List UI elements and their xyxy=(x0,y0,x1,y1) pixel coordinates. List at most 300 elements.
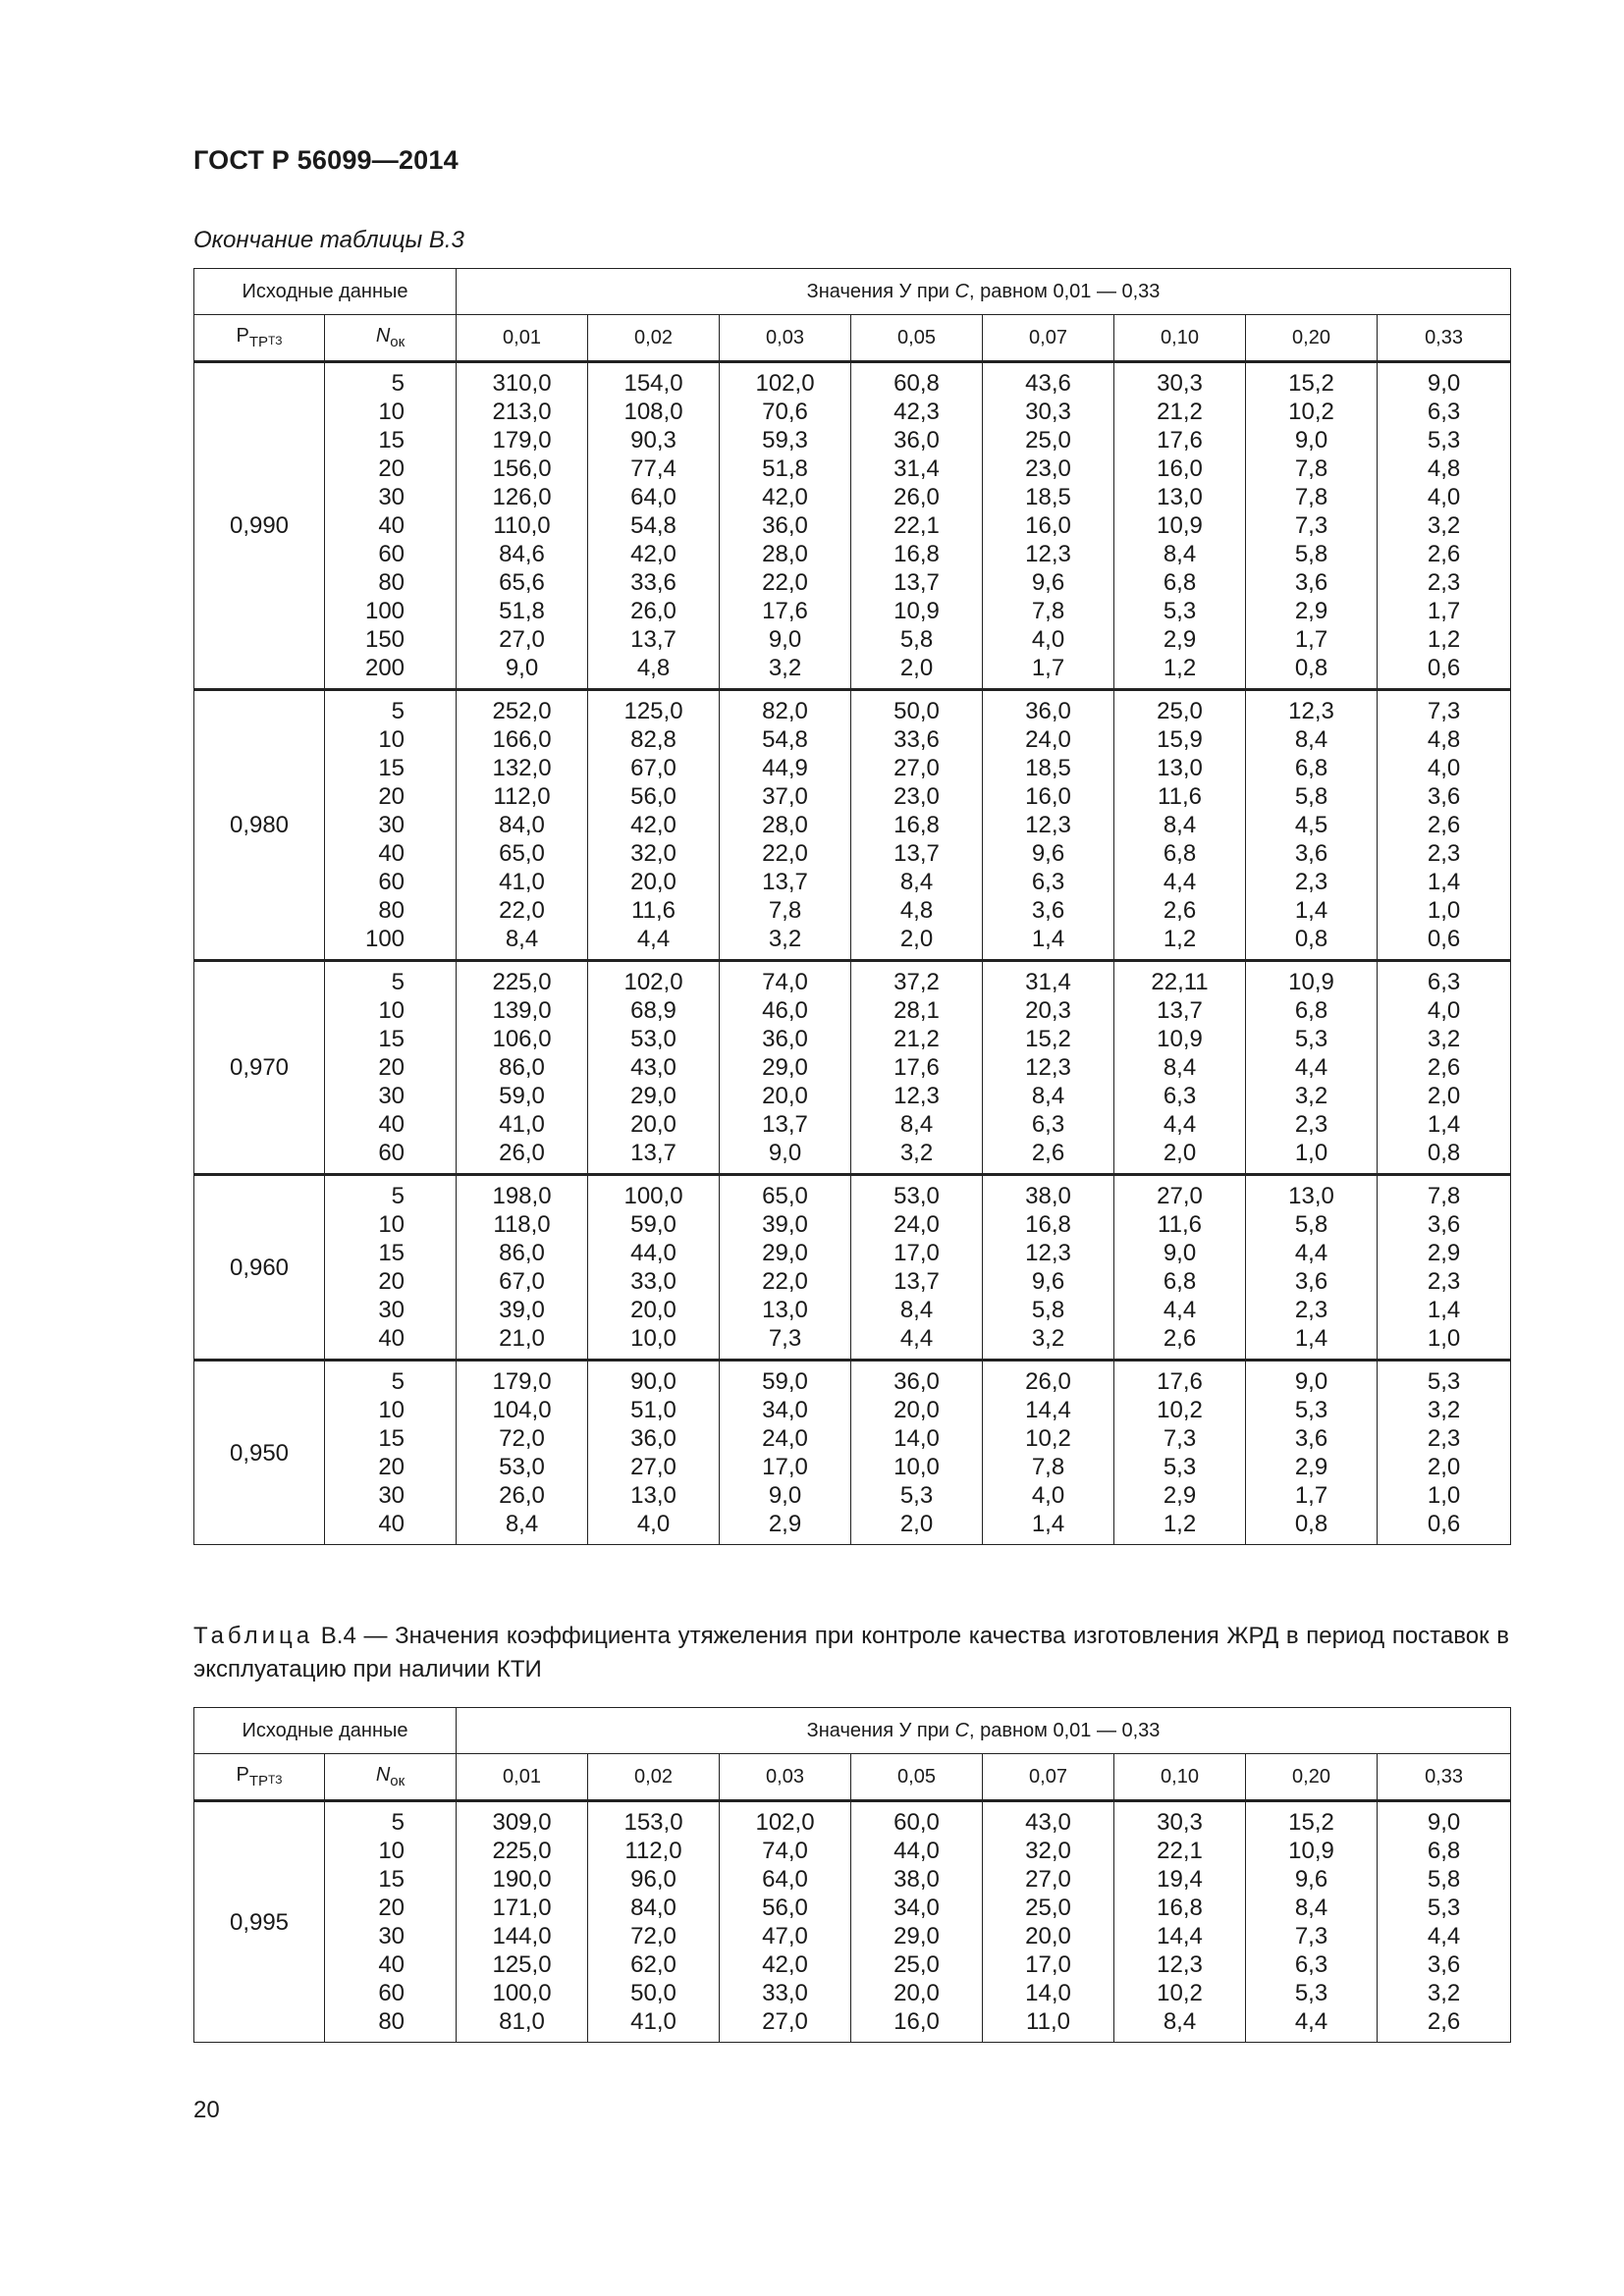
c-column-header: 0,03 xyxy=(720,1754,851,1801)
table-value: 29,0 xyxy=(893,1923,940,1949)
table-value: 4,4 xyxy=(1163,869,1197,895)
n-count-cell xyxy=(325,1801,457,2043)
table-value: 190,0 xyxy=(492,1866,552,1893)
table-value: 6,8 xyxy=(1163,569,1197,596)
table-value: 20,3 xyxy=(1025,997,1071,1024)
n-count-value: 15 xyxy=(378,1026,406,1052)
table-value: 118,0 xyxy=(493,1211,551,1238)
c-column-header: 0,07 xyxy=(983,315,1114,362)
value-cell xyxy=(1246,961,1378,1175)
table-value: 33,0 xyxy=(630,1268,677,1295)
table-value: 65,6 xyxy=(499,569,545,596)
table-value: 8,4 xyxy=(1163,2008,1197,2035)
table-value: 27,0 xyxy=(762,2008,808,2035)
table-value: 39,0 xyxy=(499,1297,545,1323)
n-count-value: 15 xyxy=(378,1866,406,1893)
table-row-group xyxy=(194,1175,1511,1361)
table-value: 3,6 xyxy=(1294,569,1328,596)
value-cell xyxy=(588,961,720,1175)
table-value: 59,0 xyxy=(630,1211,677,1238)
values-header-var: С xyxy=(954,1719,969,1741)
c-column-header: 0,05 xyxy=(851,315,983,362)
n-count-value: 5 xyxy=(391,1809,406,1836)
table-value: 9,0 xyxy=(768,1482,802,1509)
table-value: 20,0 xyxy=(630,1297,677,1323)
c-column-header: 0,05 xyxy=(851,1754,983,1801)
table-value: 3,2 xyxy=(1427,1026,1461,1052)
table-b4-caption-word: Таблица xyxy=(193,1623,314,1649)
table-value: 8,4 xyxy=(1294,726,1328,753)
table-value: 37,0 xyxy=(762,783,808,810)
table-value: 16,0 xyxy=(1025,512,1071,539)
table-value: 4,0 xyxy=(1031,626,1065,653)
table-value: 13,7 xyxy=(893,569,940,596)
table-value: 23,0 xyxy=(1025,455,1071,482)
table-value: 41,0 xyxy=(630,2008,677,2035)
value-cell xyxy=(457,1361,588,1545)
table-value: 22,0 xyxy=(762,569,808,596)
table-value: 22,1 xyxy=(1157,1838,1203,1864)
table-value: 42,3 xyxy=(893,399,940,425)
table-value: 50,0 xyxy=(630,1980,677,2006)
n-count-value: 100 xyxy=(364,926,406,952)
table-value: 144,0 xyxy=(492,1923,552,1949)
table-value: 5,3 xyxy=(1294,1397,1328,1423)
table-value: 112,0 xyxy=(493,783,551,810)
n-count-value: 20 xyxy=(378,1454,406,1480)
table-value: 7,3 xyxy=(768,1325,802,1352)
n-count-value: 40 xyxy=(378,1511,406,1537)
table-value: 43,6 xyxy=(1025,370,1071,397)
table-value: 0,6 xyxy=(1427,655,1461,681)
table-value: 90,3 xyxy=(630,427,677,454)
table-value: 7,8 xyxy=(1427,1183,1461,1209)
n-count-value: 5 xyxy=(391,1368,406,1395)
value-cell xyxy=(851,961,983,1175)
table-value: 14,4 xyxy=(1025,1397,1071,1423)
table-value: 16,8 xyxy=(893,812,940,838)
table-value: 10,9 xyxy=(1288,1838,1334,1864)
value-cell xyxy=(720,362,851,690)
table-value: 1,2 xyxy=(1163,655,1197,681)
table-value: 23,0 xyxy=(893,783,940,810)
table-value: 11,6 xyxy=(1158,1211,1202,1238)
value-cell xyxy=(720,961,851,1175)
table-value: 13,7 xyxy=(630,1140,677,1166)
table-value: 17,0 xyxy=(1025,1951,1071,1978)
table-value: 86,0 xyxy=(499,1054,545,1081)
table-value: 56,0 xyxy=(630,783,677,810)
table-value: 25,0 xyxy=(1025,427,1071,454)
table-value: 21,2 xyxy=(1157,399,1203,425)
table-value: 8,4 xyxy=(899,1297,934,1323)
table-value: 11,6 xyxy=(631,897,676,924)
probability-cell: 0,970 xyxy=(194,961,325,1175)
value-cell xyxy=(851,362,983,690)
c-column-header: 0,20 xyxy=(1246,315,1378,362)
table-value: 8,4 xyxy=(1163,812,1197,838)
probability-cell: 0,950 xyxy=(194,1361,325,1545)
table-value: 2,9 xyxy=(768,1511,802,1537)
table-value: 11,0 xyxy=(1026,2008,1070,2035)
table-value: 2,9 xyxy=(1163,1482,1197,1509)
table-value: 20,0 xyxy=(1025,1923,1071,1949)
table-value: 16,8 xyxy=(1025,1211,1071,1238)
value-cell xyxy=(1114,362,1246,690)
table-value: 106,0 xyxy=(492,1026,552,1052)
n-count-value: 10 xyxy=(378,726,406,753)
n-count-value: 20 xyxy=(378,1895,406,1921)
table-value: 3,6 xyxy=(1294,1425,1328,1452)
table-value: 309,0 xyxy=(492,1809,552,1836)
table-value: 0,8 xyxy=(1427,1140,1461,1166)
n-count-value: 60 xyxy=(378,541,406,567)
table-value: 44,9 xyxy=(762,755,808,781)
table-value: 12,3 xyxy=(1157,1951,1203,1978)
n-count-cell xyxy=(325,690,457,961)
table-value: 139,0 xyxy=(492,997,552,1024)
value-cell xyxy=(1114,1801,1246,2043)
table-value: 4,4 xyxy=(1294,2008,1328,2035)
table-value: 64,0 xyxy=(630,484,677,510)
table-value: 5,3 xyxy=(1163,1454,1197,1480)
table-value: 51,8 xyxy=(499,598,545,624)
table-value: 3,2 xyxy=(768,926,802,952)
value-cell xyxy=(457,1801,588,2043)
table-value: 20,0 xyxy=(893,1980,940,2006)
table-value: 12,3 xyxy=(893,1083,940,1109)
table-value: 10,9 xyxy=(1288,969,1334,995)
table-value: 11,6 xyxy=(1158,783,1202,810)
table-row-group xyxy=(194,1801,1511,2043)
table-value: 4,0 xyxy=(1031,1482,1065,1509)
table-value: 42,0 xyxy=(630,812,677,838)
table-value: 41,0 xyxy=(499,869,545,895)
value-cell xyxy=(1378,1361,1511,1545)
table-value: 42,0 xyxy=(762,484,808,510)
table-value: 4,4 xyxy=(1294,1054,1328,1081)
table-value: 5,3 xyxy=(1294,1980,1328,2006)
n-count-value: 80 xyxy=(378,897,406,924)
n-count-value: 30 xyxy=(378,1482,406,1509)
value-cell xyxy=(588,1801,720,2043)
table-b3-caption: Окончание таблицы В.3 xyxy=(193,227,464,253)
table-value: 41,0 xyxy=(499,1111,545,1138)
n-count-value: 40 xyxy=(378,1951,406,1978)
p-symbol: Р xyxy=(236,1764,249,1786)
n-subscript: ок xyxy=(390,1773,406,1789)
table-value: 70,6 xyxy=(762,399,808,425)
table-value: 43,0 xyxy=(1025,1809,1071,1836)
p-subscript-2: ТЗ xyxy=(268,334,283,347)
table-value: 38,0 xyxy=(1025,1183,1071,1209)
table-value: 1,0 xyxy=(1427,897,1461,924)
p-subscript: ТР xyxy=(248,334,269,350)
table-value: 60,0 xyxy=(893,1809,940,1836)
c-column-header: 0,10 xyxy=(1114,1754,1246,1801)
table-value: 17,0 xyxy=(893,1240,940,1266)
table-value: 10,2 xyxy=(1288,399,1334,425)
table-value: 12,3 xyxy=(1025,1240,1071,1266)
table-value: 32,0 xyxy=(630,840,677,867)
probability-cell: 0,990 xyxy=(194,362,325,690)
value-cell xyxy=(588,1361,720,1545)
table-value: 9,6 xyxy=(1031,1268,1065,1295)
table-value: 81,0 xyxy=(499,2008,545,2035)
table-value: 5,3 xyxy=(1427,427,1461,454)
table-value: 37,2 xyxy=(893,969,940,995)
table-value: 67,0 xyxy=(499,1268,545,1295)
table-value: 4,0 xyxy=(1427,997,1461,1024)
table-value: 102,0 xyxy=(755,370,815,397)
table-row-group xyxy=(194,961,1511,1175)
c-column-header: 0,01 xyxy=(457,315,588,362)
n-column-header xyxy=(325,315,457,362)
table-value: 6,3 xyxy=(1031,1111,1065,1138)
n-count-value: 10 xyxy=(378,1397,406,1423)
table-value: 0,8 xyxy=(1294,655,1328,681)
table-value: 3,6 xyxy=(1427,783,1461,810)
table-value: 18,5 xyxy=(1025,755,1071,781)
table-header-row xyxy=(194,1708,1511,1754)
c-column-header: 0,02 xyxy=(588,315,720,362)
table-value: 31,4 xyxy=(1025,969,1071,995)
value-cell xyxy=(1114,961,1246,1175)
table-value: 26,0 xyxy=(499,1482,545,1509)
n-count-value: 5 xyxy=(391,969,406,995)
table-value: 20,0 xyxy=(630,1111,677,1138)
table-value: 68,9 xyxy=(630,997,677,1024)
table-value: 28,0 xyxy=(762,541,808,567)
table-value: 31,4 xyxy=(893,455,940,482)
value-cell xyxy=(1246,690,1378,961)
table-value: 102,0 xyxy=(623,969,683,995)
table-value: 8,4 xyxy=(1294,1895,1328,1921)
n-count-value: 15 xyxy=(378,755,406,781)
source-data-header: Исходные данные xyxy=(194,269,457,315)
table-value: 16,8 xyxy=(1157,1895,1203,1921)
table-value: 27,0 xyxy=(893,755,940,781)
n-count-value: 100 xyxy=(364,598,406,624)
table-value: 166,0 xyxy=(492,726,552,753)
table-value: 6,3 xyxy=(1163,1083,1197,1109)
table-value: 102,0 xyxy=(755,1809,815,1836)
table-value: 22,0 xyxy=(762,1268,808,1295)
table-value: 6,3 xyxy=(1427,969,1461,995)
table-value: 4,4 xyxy=(1294,1240,1328,1266)
n-count-value: 200 xyxy=(364,655,406,681)
table-value: 125,0 xyxy=(623,698,683,724)
table-value: 32,0 xyxy=(1025,1838,1071,1864)
table-value: 36,0 xyxy=(893,427,940,454)
table-value: 3,6 xyxy=(1427,1951,1461,1978)
n-count-value: 60 xyxy=(378,869,406,895)
n-count-value: 5 xyxy=(391,1183,406,1209)
c-column-header: 0,01 xyxy=(457,1754,588,1801)
table-value: 36,0 xyxy=(762,512,808,539)
table-value: 6,8 xyxy=(1163,1268,1197,1295)
table-value: 21,0 xyxy=(499,1325,545,1352)
table-value: 2,3 xyxy=(1427,840,1461,867)
table-value: 1,4 xyxy=(1294,1325,1328,1352)
n-count-value: 5 xyxy=(391,698,406,724)
value-cell xyxy=(983,690,1114,961)
table-value: 20,0 xyxy=(762,1083,808,1109)
table-value: 2,3 xyxy=(1427,1425,1461,1452)
value-cell xyxy=(720,1175,851,1361)
table-value: 1,7 xyxy=(1031,655,1065,681)
table-header-row xyxy=(194,269,1511,315)
value-cell xyxy=(1378,362,1511,690)
table-value: 2,0 xyxy=(899,926,934,952)
table-value: 1,4 xyxy=(1031,926,1065,952)
table-value: 2,9 xyxy=(1294,1454,1328,1480)
table-value: 24,0 xyxy=(762,1425,808,1452)
table-value: 10,9 xyxy=(1157,512,1203,539)
table-value: 100,0 xyxy=(492,1980,552,2006)
table-value: 9,0 xyxy=(1427,1809,1461,1836)
table-value: 74,0 xyxy=(762,1838,808,1864)
table-value: 225,0 xyxy=(492,1838,552,1864)
table-value: 8,4 xyxy=(1163,1054,1197,1081)
table-value: 0,6 xyxy=(1427,926,1461,952)
n-symbol: N xyxy=(375,1764,391,1786)
table-value: 10,2 xyxy=(1157,1980,1203,2006)
table-value: 39,0 xyxy=(762,1211,808,1238)
value-cell xyxy=(1378,690,1511,961)
table-value: 2,6 xyxy=(1427,1054,1461,1081)
table-value: 65,0 xyxy=(499,840,545,867)
table-value: 42,0 xyxy=(762,1951,808,1978)
table-value: 10,9 xyxy=(893,598,940,624)
value-cell xyxy=(1114,1361,1246,1545)
table-row-group xyxy=(194,1361,1511,1545)
table-value: 9,6 xyxy=(1031,840,1065,867)
table-value: 8,4 xyxy=(505,926,539,952)
table-value: 5,3 xyxy=(1427,1895,1461,1921)
table-value: 24,0 xyxy=(893,1211,940,1238)
table-subheader-row xyxy=(194,1754,1511,1801)
value-cell xyxy=(1114,1175,1246,1361)
value-cell xyxy=(983,1175,1114,1361)
n-count-value: 60 xyxy=(378,1140,406,1166)
table-value: 17,6 xyxy=(1157,427,1203,454)
n-count-value: 10 xyxy=(378,399,406,425)
table-value: 64,0 xyxy=(762,1866,808,1893)
table-value: 15,9 xyxy=(1157,726,1203,753)
n-column-header xyxy=(325,1754,457,1801)
table-value: 30,3 xyxy=(1157,1809,1203,1836)
table-value: 9,0 xyxy=(1294,1368,1328,1395)
table-value: 20,0 xyxy=(893,1397,940,1423)
table-value: 2,0 xyxy=(899,1511,934,1537)
table-value: 3,2 xyxy=(1294,1083,1328,1109)
p-column-header xyxy=(194,1754,325,1801)
table-row-group xyxy=(194,690,1511,961)
table-value: 33,6 xyxy=(893,726,940,753)
table-value: 19,4 xyxy=(1157,1866,1203,1893)
table-value: 8,4 xyxy=(899,1111,934,1138)
n-count-cell xyxy=(325,362,457,690)
table-value: 3,6 xyxy=(1031,897,1065,924)
table-value: 36,0 xyxy=(893,1368,940,1395)
table-value: 22,0 xyxy=(499,897,545,924)
table-value: 154,0 xyxy=(623,370,683,397)
table-b4-caption-text: В.4 — Значения коэффициента утяжеления при контроле качества изготовления ЖРД в период поставок в эксплуатацию при наличии КТИ xyxy=(193,1623,1509,1682)
table-value: 5,8 xyxy=(1427,1866,1461,1893)
values-header-post: , равном 0,01 — 0,33 xyxy=(969,1719,1161,1741)
value-cell xyxy=(983,961,1114,1175)
table-value: 43,0 xyxy=(630,1054,677,1081)
table-value: 14,4 xyxy=(1157,1923,1203,1949)
table-value: 2,6 xyxy=(1163,897,1197,924)
table-value: 9,0 xyxy=(1163,1240,1197,1266)
table-value: 74,0 xyxy=(762,969,808,995)
table-value: 18,5 xyxy=(1025,484,1071,510)
n-count-cell xyxy=(325,1175,457,1361)
n-count-value: 10 xyxy=(378,997,406,1024)
table-value: 6,3 xyxy=(1427,399,1461,425)
table-value: 13,7 xyxy=(762,869,808,895)
table-value: 54,8 xyxy=(630,512,677,539)
table-value: 24,0 xyxy=(1025,726,1071,753)
page-number: 20 xyxy=(193,2097,220,2123)
table-value: 7,8 xyxy=(1031,1454,1065,1480)
c-column-header: 0,33 xyxy=(1378,315,1511,362)
table-value: 225,0 xyxy=(492,969,552,995)
table-value: 2,9 xyxy=(1163,626,1197,653)
table-value: 3,6 xyxy=(1294,1268,1328,1295)
table-value: 82,0 xyxy=(762,698,808,724)
table-value: 34,0 xyxy=(762,1397,808,1423)
table-b3 xyxy=(193,268,1511,1545)
value-cell xyxy=(1114,690,1246,961)
table-value: 82,8 xyxy=(630,726,677,753)
table-value: 1,7 xyxy=(1427,598,1461,624)
table-value: 9,0 xyxy=(1294,427,1328,454)
table-value: 7,3 xyxy=(1294,1923,1328,1949)
value-cell xyxy=(457,690,588,961)
table-value: 36,0 xyxy=(762,1026,808,1052)
table-value: 50,0 xyxy=(893,698,940,724)
n-count-value: 20 xyxy=(378,455,406,482)
table-value: 9,6 xyxy=(1294,1866,1328,1893)
table-value: 2,3 xyxy=(1427,1268,1461,1295)
table-value: 59,0 xyxy=(499,1083,545,1109)
table-value: 252,0 xyxy=(492,698,552,724)
n-count-value: 5 xyxy=(391,370,406,397)
table-value: 90,0 xyxy=(630,1368,677,1395)
value-cell xyxy=(851,1801,983,2043)
table-value: 12,3 xyxy=(1025,812,1071,838)
table-value: 5,3 xyxy=(1294,1026,1328,1052)
table-value: 7,8 xyxy=(1294,484,1328,510)
value-cell xyxy=(851,690,983,961)
n-count-value: 150 xyxy=(364,626,406,653)
p-column-header xyxy=(194,315,325,362)
table-value: 29,0 xyxy=(762,1054,808,1081)
table-value: 2,6 xyxy=(1163,1325,1197,1352)
table-value: 0,8 xyxy=(1294,926,1328,952)
table-value: 126,0 xyxy=(492,484,552,510)
table-value: 26,0 xyxy=(499,1140,545,1166)
value-cell xyxy=(851,1361,983,1545)
value-cell xyxy=(720,1801,851,2043)
table-value: 10,0 xyxy=(630,1325,677,1352)
n-count-value: 30 xyxy=(378,1083,406,1109)
values-header-post: , равном 0,01 — 0,33 xyxy=(969,280,1161,302)
table-value: 2,6 xyxy=(1427,2008,1461,2035)
